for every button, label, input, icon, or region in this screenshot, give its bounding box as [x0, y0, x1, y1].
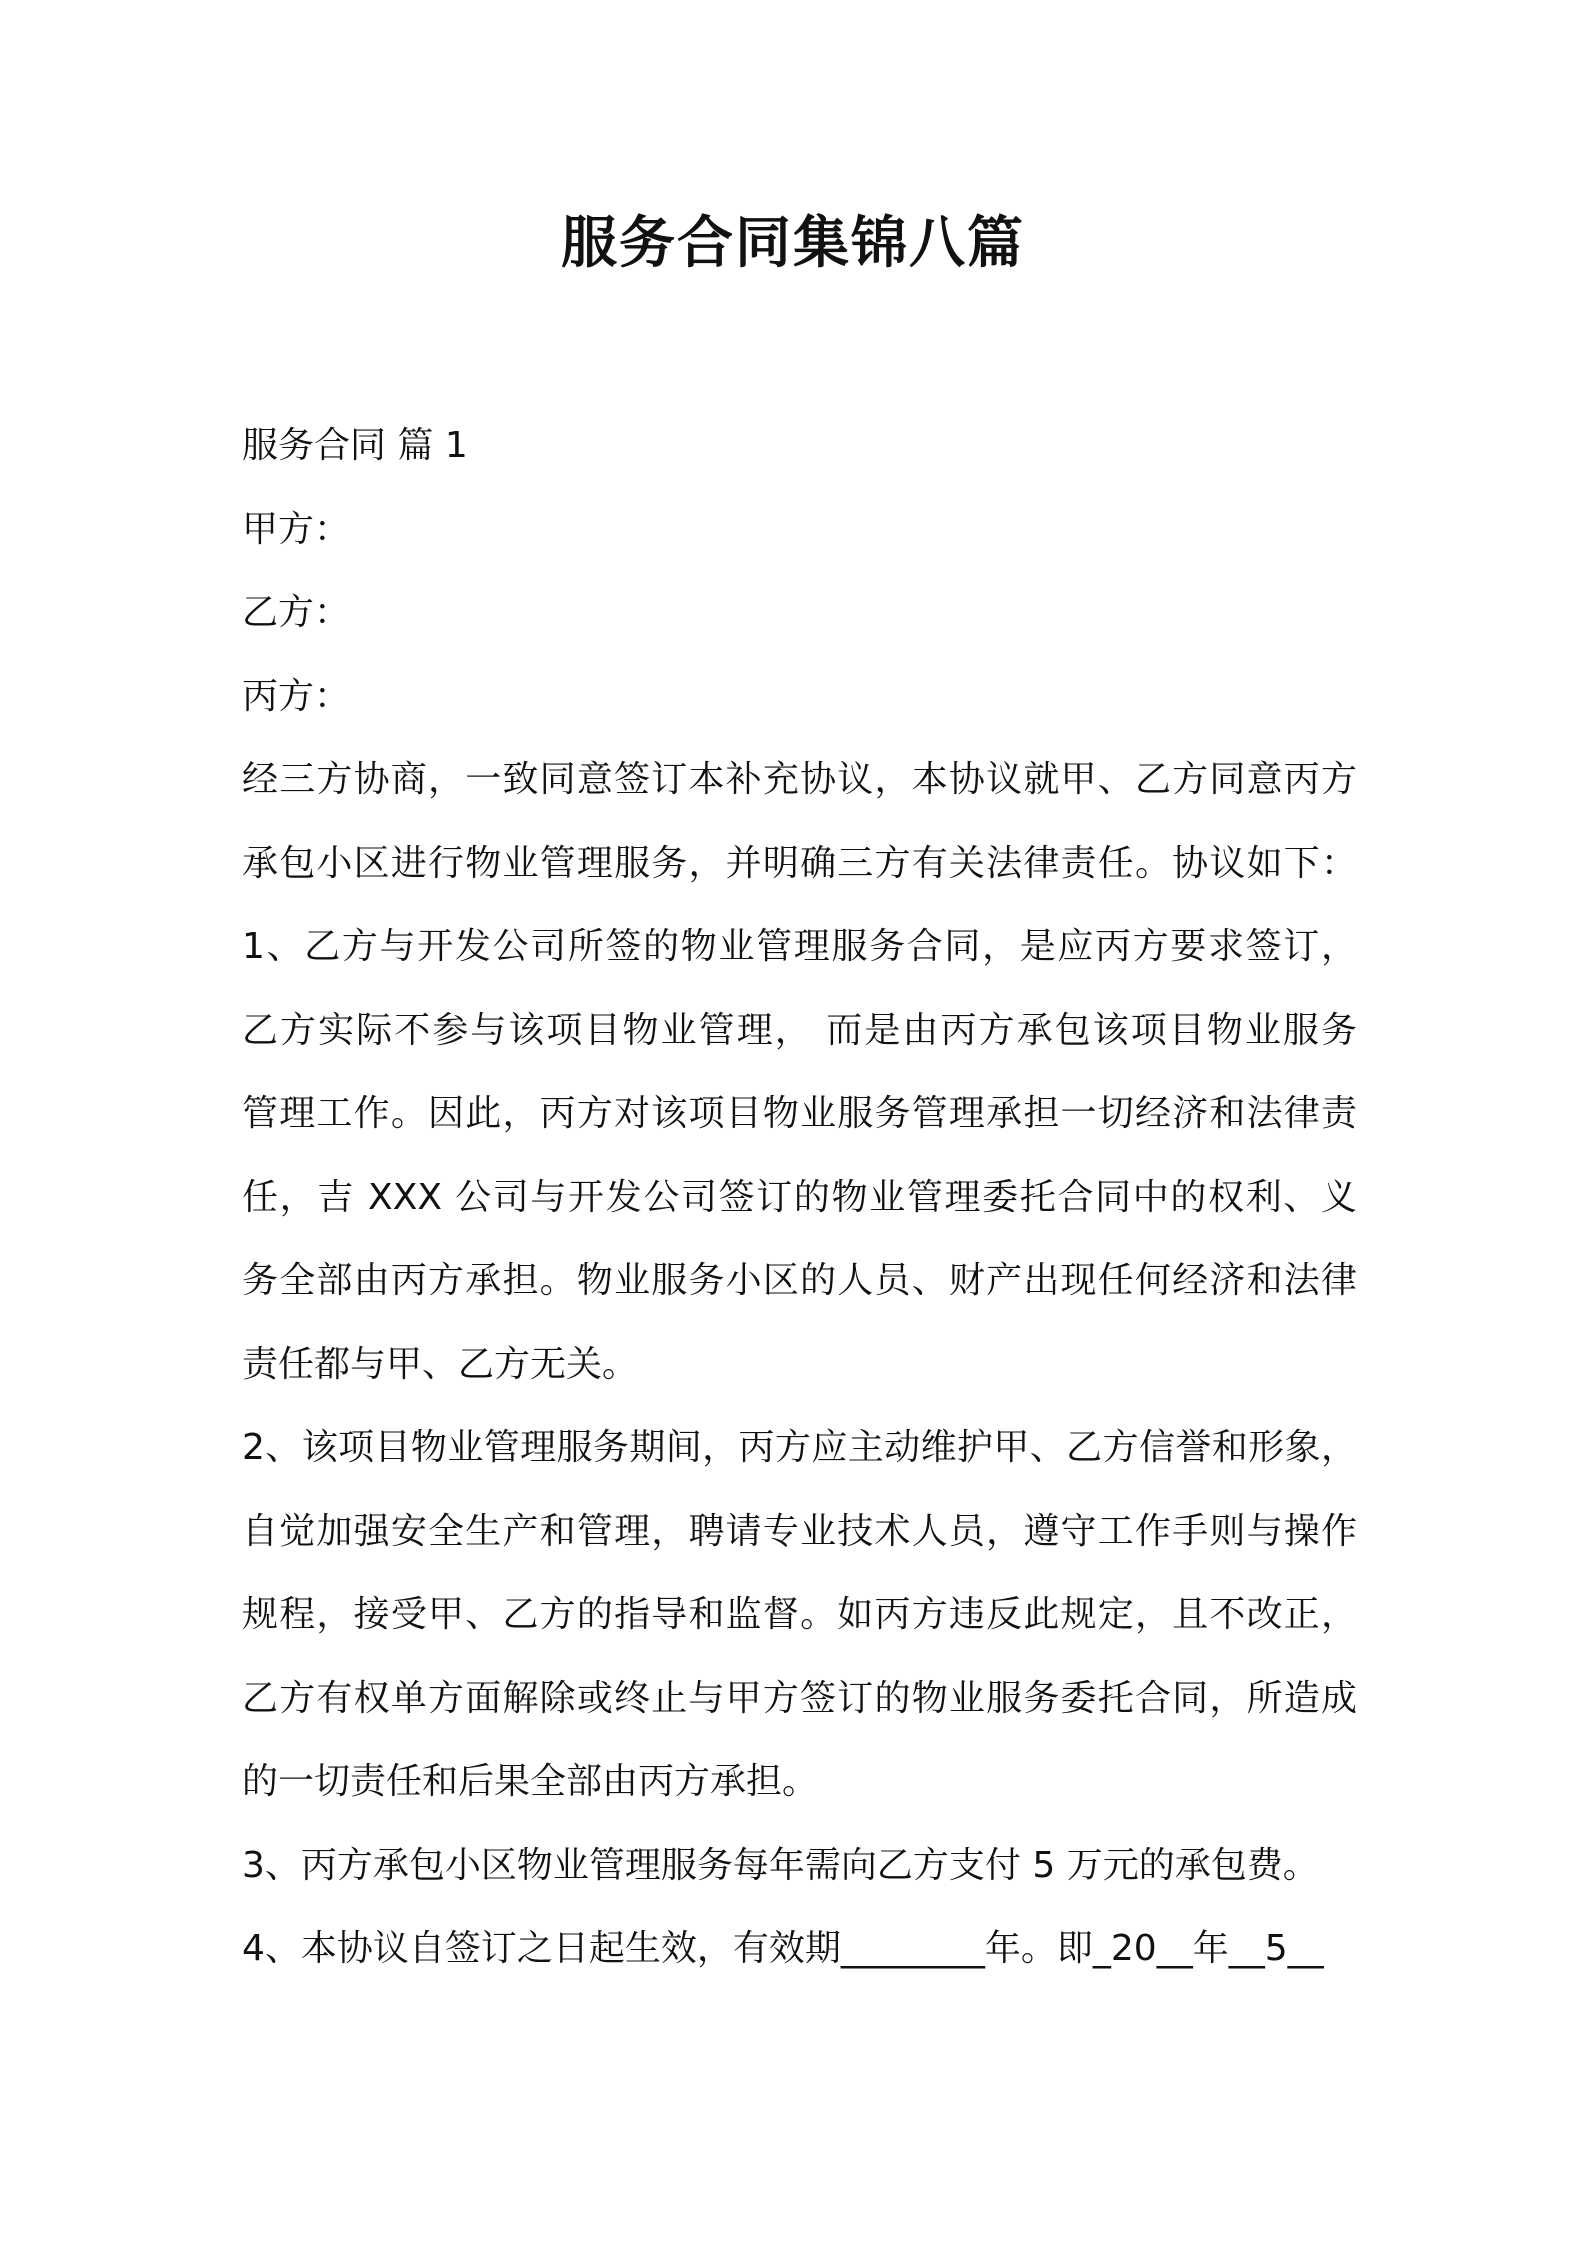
body-text-line: 承包小区进行物业管理服务，并明确三方有关法律责任。协议如下： [242, 842, 1357, 884]
body-text-line: 的一切责任和后果全部由丙方承担。 [242, 1761, 819, 1802]
body-text-line: 乙方实际不参与该项目物业管理， 而是由丙方承包该项目物业服务 [242, 1009, 1357, 1051]
body-text-line: 4、本协议自签订之日起生效，有效期________年。即_20__年__5__ [242, 1928, 1324, 1969]
party-a-line: 甲方： [242, 508, 351, 550]
section-heading: 服务合同 篇 1 [242, 425, 468, 466]
body-text-line: 乙方有权单方面解除或终止与甲方签订的物业服务委托合同，所造成 [242, 1677, 1357, 1719]
body-text-line: 规程，接受甲、乙方的指导和监督。如丙方违反此规定，且不改正， [242, 1594, 1357, 1635]
body-text-line: 责任都与甲、乙方无关。 [242, 1343, 639, 1385]
party-b-line: 乙方： [242, 592, 351, 633]
document-body [242, 404, 1357, 1991]
party-c-line: 丙方： [242, 675, 351, 717]
body-text-line: 1、乙方与开发公司所签的物业管理服务合同，是应丙方要求签订， [242, 926, 1357, 967]
body-text-line: 任，吉 XXX 公司与开发公司签订的物业管理委托合同中的权利、义 [242, 1176, 1357, 1218]
body-text-line: 经三方协商，一致同意签订本补充协议，本协议就甲、乙方同意丙方 [242, 759, 1357, 800]
document-title: 服务合同集锦八篇 [561, 211, 1025, 276]
body-text-line: 务全部由丙方承担。物业服务小区的人员、财产出现任何经济和法律 [242, 1260, 1357, 1301]
body-text-line: 3、丙方承包小区物业管理服务每年需向乙方支付 5 万元的承包费。 [242, 1844, 1319, 1886]
body-text-line: 自觉加强安全生产和管理，聘请专业技术人员，遵守工作手则与操作 [242, 1510, 1357, 1552]
body-text-line: 管理工作。因此，丙方对该项目物业服务管理承担一切经济和法律责 [242, 1093, 1357, 1134]
body-text-line: 2、该项目物业管理服务期间，丙方应主动维护甲、乙方信誉和形象， [242, 1427, 1357, 1468]
